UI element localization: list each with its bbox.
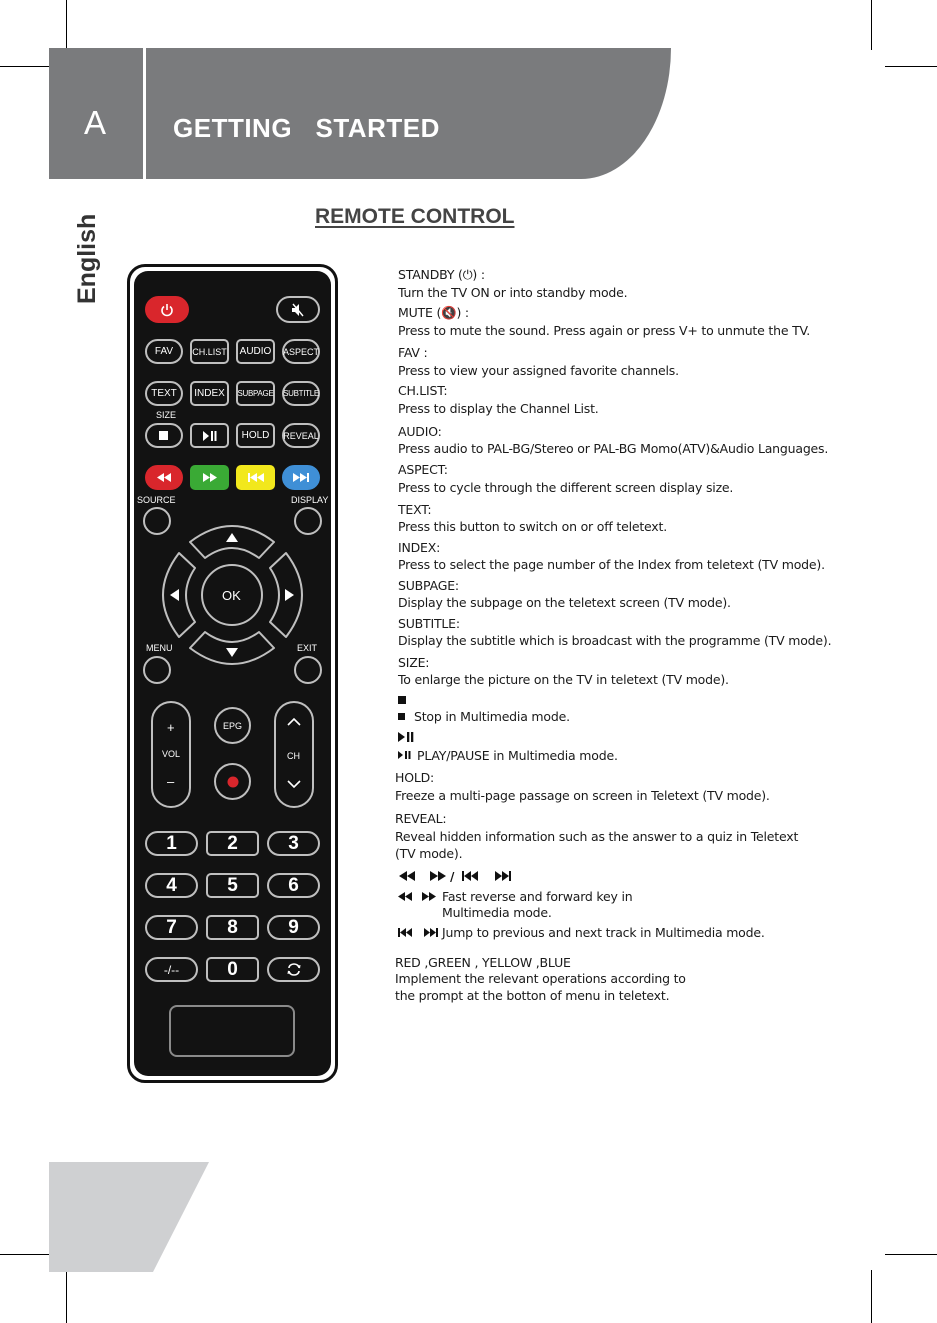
reveal-title: REVEAL: [395,811,447,826]
skip-next-icon [293,473,309,482]
play-pause-icon [398,751,411,759]
record-button[interactable] [214,763,251,800]
fav-title: FAV : [398,345,428,360]
chevron-down-icon [287,780,301,789]
play-text: PLAY/PAUSE in Multimedia mode. [417,748,618,763]
stop-button[interactable] [145,423,183,448]
yellow-previous-button[interactable] [236,465,275,490]
mute-text: Press to mute the sound. Press again or press V+ to unmute the TV. [398,323,811,338]
crop-mark [0,66,52,67]
subpage-button[interactable]: SUBPAGE [236,381,275,406]
crop-mark [66,1270,67,1323]
rewind-icon [157,473,171,482]
epg-button[interactable]: EPG [214,707,251,744]
chlist-title: CH.LIST: [398,383,448,398]
mute-title: MUTE (🔇) : [398,305,469,320]
subtitle-button[interactable]: SUBTITLE [282,381,320,406]
text-title: TEXT: [398,502,432,517]
fav-text: Press to view your assigned favorite channels. [398,363,679,378]
volume-down-label: – [167,774,175,789]
hold-button[interactable]: HOLD [236,423,275,448]
stop-icon [398,713,406,721]
crop-mark [885,1254,937,1255]
digit-0-button[interactable]: 0 [206,957,259,982]
audio-button[interactable]: AUDIO [236,339,275,364]
source-label: SOURCE [137,495,176,505]
crop-mark [885,66,937,67]
aspect-button[interactable]: ASPECT [282,339,320,364]
reveal-button[interactable]: REVEAL [282,423,320,448]
reveal-text-1: Reveal hidden information such as the answer to a quiz in Teletext [395,829,799,844]
language-tab: English [73,213,101,304]
audio-text: Press audio to PAL-BG/Stereo or PAL-BG Momo(ATV)&Audio Languages. [398,441,829,456]
menu-label: MENU [146,643,173,653]
subtitle-title: SUBTITLE: [398,616,460,631]
digit-7-button[interactable]: 7 [145,915,198,940]
crop-mark [0,1254,52,1255]
channel-label: CH [287,751,300,761]
ir-window [169,1005,295,1057]
subpage-title: SUBPAGE: [398,578,459,593]
subpage-text: Display the subpage on the teletext screen (TV mode). [398,595,731,610]
section-title: REMOTE CONTROL [315,205,515,228]
standby-title: STANDBY (⏻) : [398,267,485,282]
aspect-title: ASPECT: [398,462,448,477]
digit-1-button[interactable]: 1 [145,831,198,856]
text-text: Press this button to switch on or off teletext. [398,519,667,534]
power-button[interactable] [145,296,189,323]
colors-title: RED ,GREEN , YELLOW ,BLUE [395,955,571,970]
fav-button[interactable]: FAV [145,339,183,364]
chlist-text: Press to display the Channel List. [398,401,599,416]
fast-forward-icon [203,473,217,482]
header-divider [143,48,146,179]
hold-text: Freeze a multi-page passage on screen in Teletext (TV mode). [395,788,770,803]
power-icon [160,303,174,317]
mute-button[interactable] [276,296,320,323]
colors-text-2: the prompt at the botton of menu in teletext. [395,988,670,1003]
digit-3-button[interactable]: 3 [267,831,320,856]
digit-9-button[interactable]: 9 [267,915,320,940]
digit-8-button[interactable]: 8 [206,915,259,940]
standby-text: Turn the TV ON or into standby mode. [398,285,628,300]
blue-next-button[interactable] [282,465,320,490]
size-label: SIZE [156,410,177,420]
skip-icon [398,928,440,937]
dash-button[interactable]: -/-- [145,957,198,982]
digit-5-button[interactable]: 5 [206,873,259,898]
red-rewind-button[interactable] [145,465,183,490]
recall-icon [286,963,302,976]
index-title: INDEX: [398,540,441,555]
play-pause-icon [203,431,217,441]
colors-text-1: Implement the relevant operations according to [395,971,686,986]
green-forward-button[interactable] [190,465,229,490]
footer-band [49,1162,209,1272]
skip-text: Jump to previous and next track in Multimedia mode. [442,925,765,940]
volume-up-label: + [167,720,175,735]
rewind-forward-icon [398,892,438,901]
exit-button[interactable] [294,656,322,684]
digit-4-button[interactable]: 4 [145,873,198,898]
audio-title: AUDIO: [398,424,442,439]
media-keys-icon [398,870,518,882]
aspect-text: Press to cycle through the different screen display size. [398,480,734,495]
volume-label: VOL [162,749,181,759]
digit-2-button[interactable]: 2 [206,831,259,856]
play-pause-button[interactable] [190,423,229,448]
menu-button[interactable] [143,656,171,684]
stop-icon [159,431,169,441]
crop-mark [66,0,67,50]
chapter-letter: A [84,104,107,141]
svg-text:/: / [450,870,455,882]
ch-list-button[interactable]: CH.LIST [190,339,229,364]
reveal-text-2: (TV mode). [395,846,463,861]
recall-button[interactable] [267,957,320,982]
digit-6-button[interactable]: 6 [267,873,320,898]
index-button[interactable]: INDEX [190,381,229,406]
stop-text: Stop in Multimedia mode. [414,709,570,724]
play-pause-icon [398,732,415,742]
crop-mark [871,1270,872,1323]
chapter-title: GETTING STARTED [173,113,440,143]
exit-label: EXIT [297,643,318,653]
mute-icon [290,303,306,317]
text-button[interactable]: TEXT [145,381,183,406]
skip-previous-icon [248,473,264,482]
hold-title: HOLD: [395,770,435,785]
size-title: SIZE: [398,655,430,670]
size-text: To enlarge the picture on the TV in teletext (TV mode). [398,672,729,687]
display-label: DISPLAY [291,495,329,505]
ff-text-2: Multimedia mode. [442,905,552,920]
crop-mark [871,0,872,50]
ok-label: OK [222,588,241,603]
ff-text-1: Fast reverse and forward key in [442,889,633,904]
index-text: Press to select the page number of the Index from teletext (TV mode). [398,557,825,572]
record-icon [227,776,239,788]
stop-icon [398,696,407,705]
chevron-up-icon [287,717,301,726]
subtitle-text: Display the subtitle which is broadcast with the programme (TV mode). [398,633,832,648]
